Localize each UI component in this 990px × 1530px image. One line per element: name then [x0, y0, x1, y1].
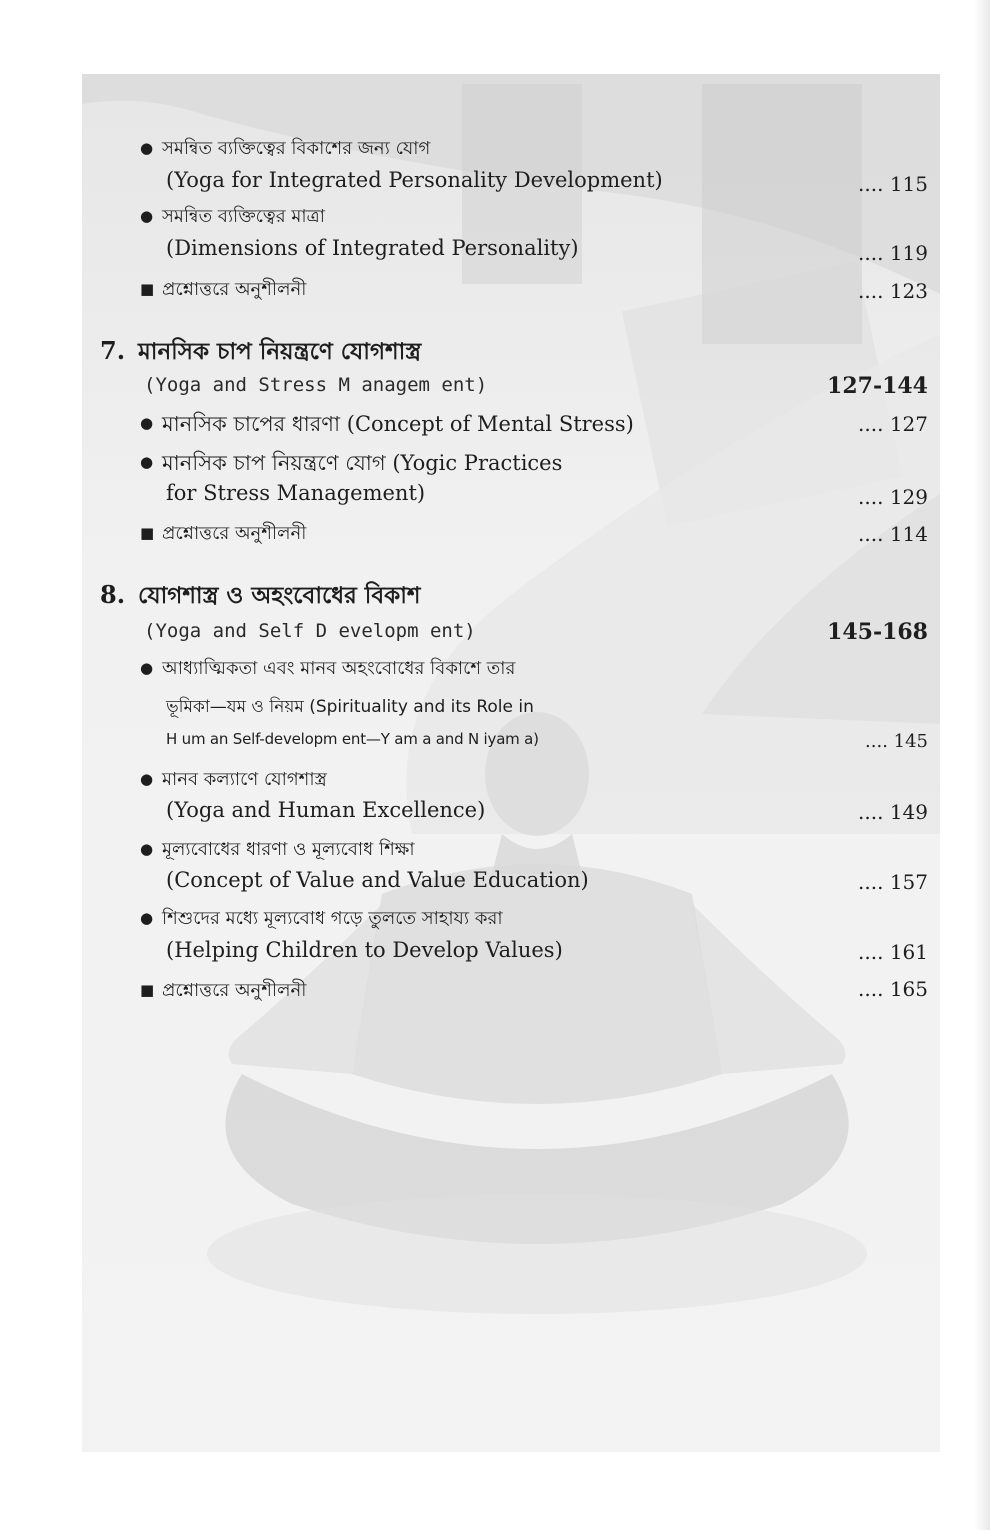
item-title: মানব কল্যাণে যোগশাস্ত্র — [162, 769, 327, 790]
item-title: মূল্যবোধের ধারণা ও মূল্যবোধ শিক্ষা — [162, 839, 415, 860]
item-title-en: (Dimensions of Integrated Personality) — [166, 236, 579, 260]
page-number: .... 157 — [858, 870, 928, 894]
bullet-icon: ● — [140, 207, 154, 225]
item-title-cont: H um an Self-developm ent—Y am a and N iyam a) — [166, 730, 539, 748]
bullet-icon: ● — [140, 453, 154, 471]
item-title: প্রশ্নোত্তরে অনুশীলনী — [162, 523, 307, 544]
item-title-bn: প্রশ্নোত্তরে অনুশীলনী — [162, 279, 307, 300]
chapter-number: 7. — [100, 336, 126, 365]
bullet-icon: ● — [140, 414, 154, 432]
item-title-en: (Yoga for Integrated Personality Development) — [166, 168, 663, 192]
chapter-title: মানসিক চাপ নিয়ন্ত্রণে যোগশাস্ত্র — [138, 339, 422, 365]
chapter-title: যোগশাস্ত্র ও অহংবোধের বিকাশ — [138, 583, 421, 609]
page-edge-shadow — [974, 0, 990, 1530]
item-title: মানসিক চাপের ধারণা (Concept of Mental Stress) — [162, 412, 634, 436]
page-number: .... 115 — [858, 172, 928, 196]
bullet-icon: ● — [140, 840, 154, 858]
page-number: .... 145 — [865, 731, 928, 752]
page-number: .... 165 — [858, 977, 928, 1001]
page-number: .... 119 — [858, 241, 928, 265]
item-title: শিশুদের মধ্যে মূল্যবোধ গড়ে তুলতে সাহায্য করা — [162, 908, 503, 929]
item-title: প্রশ্নোত্তরে অনুশীলনী — [162, 980, 307, 1001]
page-number: .... 114 — [858, 522, 928, 546]
item-title-cont: (Helping Children to Develop Values) — [166, 938, 563, 962]
bullet-icon: ■ — [140, 524, 155, 542]
item-title-cont: (Concept of Value and Value Education) — [166, 868, 589, 892]
item-title-bn: সমন্বিত ব্যক্তিত্বের মাত্রা — [162, 206, 326, 227]
bullet-icon: ■ — [140, 981, 155, 999]
page-number: .... 129 — [858, 485, 928, 509]
bullet-icon: ● — [140, 770, 154, 788]
item-title-cont: ভূমিকা—যম ও নিয়ম (Spirituality and its Role in — [166, 697, 534, 717]
bullet-icon: ● — [140, 909, 154, 927]
page-number: .... 149 — [858, 800, 928, 824]
page-number: .... 123 — [858, 279, 928, 303]
item-title: আধ্যাত্মিকতা এবং মানব অহংবোধের বিকাশে তার — [162, 658, 516, 679]
page-number: .... 127 — [858, 412, 928, 436]
page-range: 127-144 — [827, 373, 928, 399]
bullet-icon: ● — [140, 659, 154, 677]
page-range: 145-168 — [827, 619, 928, 645]
item-title: মানসিক চাপ নিয়ন্ত্রণে যোগ (Yogic Practices — [162, 451, 563, 475]
item-title-cont: (Yoga and Human Excellence) — [166, 798, 486, 822]
page-number: .... 161 — [858, 940, 928, 964]
bullet-icon: ● — [140, 139, 154, 157]
chapter-subtitle: (Yoga and Self D evelopm ent) — [144, 620, 476, 642]
item-title-cont: for Stress Management) — [166, 481, 426, 505]
chapter-subtitle: (Yoga and Stress M anagem ent) — [144, 374, 488, 396]
chapter-number: 8. — [100, 580, 126, 609]
bullet-icon: ■ — [140, 280, 155, 298]
item-title-bn: সমন্বিত ব্যক্তিত্বের বিকাশের জন্য যোগ — [162, 138, 431, 159]
